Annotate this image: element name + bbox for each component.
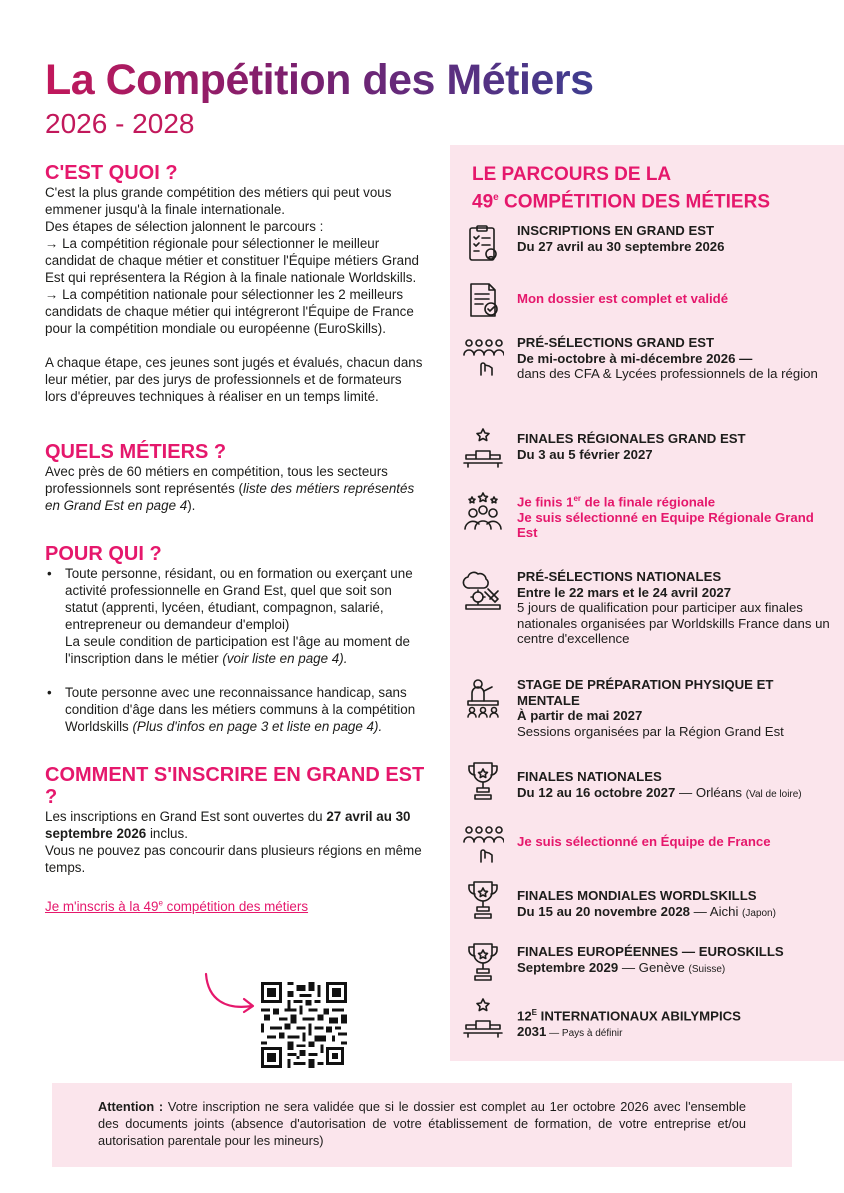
curved-arrow-icon	[200, 970, 260, 1020]
group-hand-icon-2	[462, 822, 504, 864]
cest-quoi-p5: A chaque étape, ces jeunes sont jugés et évalués, chacun dans leur métier, par des jurys de professionnels et de formateurs lors d'épreuves techniques à réaliser en un temps limité.	[45, 355, 423, 404]
left-column	[45, 162, 425, 915]
pour-qui-list	[45, 565, 425, 735]
inscription-text-2: Vous ne pouvez pas concourir dans plusieurs régions en même temps.	[45, 843, 422, 875]
attention-label: Attention :	[98, 1099, 164, 1114]
parcours-title: LE PARCOURS DE LA 49e COMPÉTITION DES MÉTIERS	[472, 164, 771, 213]
section-heading-cest-quoi: C'EST QUOI ?	[45, 162, 178, 184]
cest-quoi-p1: C'est la plus grande compétition des métiers qui peut vous emmener jusqu'à la finale internationale.	[45, 185, 392, 217]
list-item: • Toute personne, résidant, ou en formation ou exerçant une activité professionnelle en Grand Est, quel que soit son statut (apprenti, lycéen, étudiant, compagnon, salarié, entrepreneur ou demandeur d'emploi) La seule condition de participation est l'âge au moment de l'inscription dans le métier (voir liste en page 4).	[45, 565, 425, 667]
trophy-icon-2	[462, 878, 504, 920]
podium-star-icon	[462, 427, 504, 469]
list-item: • Toute personne avec une reconnaissance handicap, sans condition d'âge dans les métiers communs à la compétition Worldskills (Plus d'infos en page 3 et liste en page 4).	[45, 684, 425, 735]
checklist-icon	[462, 223, 504, 265]
cest-quoi-p2: Des étapes de sélection jalonnent le parcours :	[45, 219, 324, 234]
parcours-panel: LE PARCOURS DE LA 49e COMPÉTITION DES MÉTIERS INSCRIPTIONS EN GRAND EST Du 27 avril au 30 septembre 2026 Mon dossier est complet et validé PRÉ-SÉLECTIONS GRAND EST De mi-octobre à mi-décembre 2026 — dans des CFA & Lycées professionnels de la région FINALES RÉGIONALES GRAND EST Du 3 au 5 février 2027 Je finis 1er de la finale régionale Je suis sélectionné en Equipe Régionale Grand Est PRÉ-SÉLECTIONS NATIONALES Entre le 22 mars et le 24 avril 2027 5 jours de qualification pour participer aux finales nationales organisées par Worldskills France dans un centre d'excellence STAGE DE PRÉPARATION PHYSIQUE ET MENTALE À partir de mai 2027 Sessions organisées par la Région Grand Est FINALES NATIONALES Du 12 au 16 octobre 2027 — Orléans (Val de loire) Je suis sélectionné en Équipe de France FINALES MONDIALES WORDLSKILLS Du 15 au 20 novembre 2028 — Aichi (Japon) FINALES EUROPÉENNES — EUROSKILLS Septembre 2029 — Genève (Suisse) $12^E$ INTERNATIONAUX ABILYMPICS 2031 — Pays à définir	[450, 145, 844, 1061]
qr-code-icon[interactable]	[261, 982, 347, 1068]
attention-box	[52, 1083, 792, 1167]
section-heading-pour-qui: POUR QUI ?	[45, 543, 162, 565]
tools-icon	[462, 569, 504, 611]
trophy-icon	[462, 759, 504, 801]
section-heading-quels-metiers: QUELS MÉTIERS ?	[45, 441, 227, 463]
section-heading-inscription: COMMENT S'INSCRIRE EN GRAND EST ?	[45, 764, 425, 808]
group-hand-icon	[462, 335, 504, 377]
page-subtitle: 2026 - 2028	[45, 108, 195, 139]
inscription-text-1: Les inscriptions en Grand Est sont ouvertes du 27 avril au 30 septembre 2026 inclus.	[45, 809, 411, 841]
page-title: La Compétition des Métiers	[45, 56, 594, 104]
teacher-icon	[462, 677, 504, 719]
cest-quoi-p3: → La compétition régionale pour sélectionner le meilleur candidat de chaque métier et constituer l'Équipe métiers Grand Est qui représentera la Région à la finale nationale Worldskills.	[45, 236, 419, 285]
register-link[interactable]: Je m'inscris à la 49e compétition des métiers	[45, 899, 309, 915]
quels-metiers-text: Avec près de 60 métiers en compétition, tous les secteurs professionnels sont représentés (liste des métiers représentés en Grand Est en page 4).	[45, 464, 415, 513]
trophy-icon-3	[462, 940, 504, 982]
team-stars-icon	[462, 491, 504, 533]
podium-star-icon-2	[462, 997, 504, 1039]
cest-quoi-p4: → La compétition nationale pour sélectionner les 2 meilleurs candidats de chaque métier qui intégreront l'Équipe de France pour la compétition mondiale ou européenne (EuroSkills).	[45, 287, 414, 336]
document-check-icon	[462, 279, 504, 321]
attention-text: Votre inscription ne sera validée que si le dossier est complet au 1er octobre 2026 avec l'ensemble des documents joints (absence d'autorisation de votre établissement de formation, de votre entreprise et/ou autorisation parentale pour les mineurs)	[98, 1099, 746, 1148]
